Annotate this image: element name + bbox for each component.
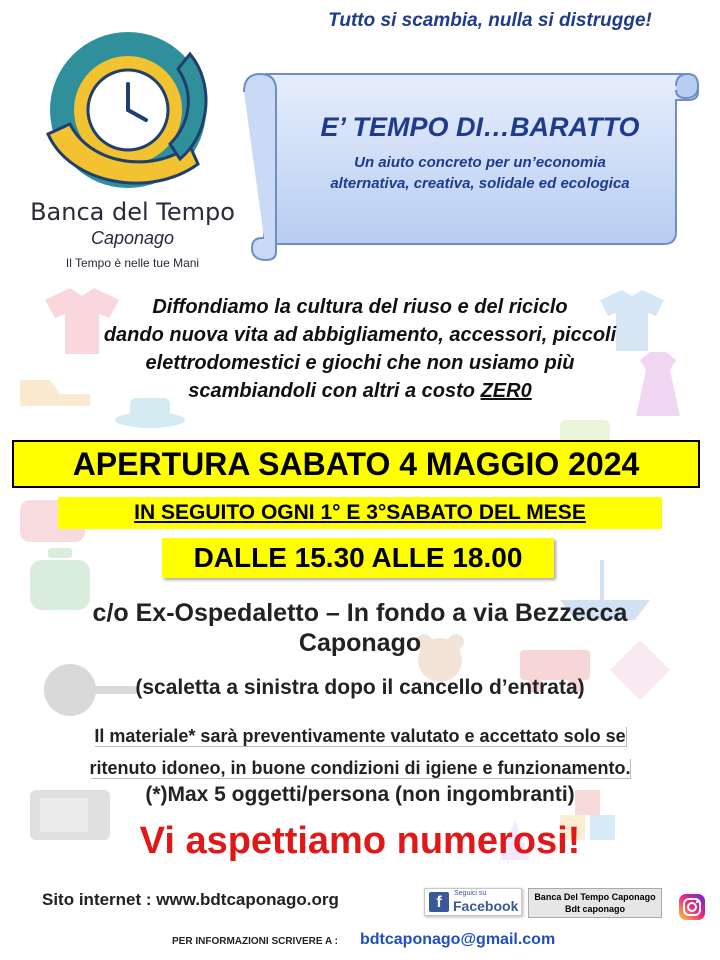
opening-hours: DALLE 15.30 ALLE 18.00 — [162, 538, 554, 578]
tagline: Tutto si scambia, nulla si distrugge! — [328, 10, 652, 31]
intro-line: scambiandoli con altri a costo ZER0 — [188, 380, 532, 402]
logo-name: Banca del Tempo — [30, 198, 235, 226]
rules-text — [30, 720, 690, 784]
facebook-follow-button[interactable] — [424, 888, 522, 916]
address-line2: Caponago — [298, 629, 422, 657]
facebook-follow-small: Seguici su — [454, 890, 487, 897]
intro-paragraph — [40, 293, 680, 405]
website-link[interactable]: Sito internet : www.bdtcaponago.org — [42, 890, 339, 909]
item-limit: (*)Max 5 oggetti/persona (non ingombranti) — [145, 783, 575, 806]
logo-place: Caponago — [90, 228, 175, 248]
recurring-schedule: IN SEGUITO OGNI 1° E 3°SABATO DEL MESE — [58, 497, 662, 529]
address — [40, 598, 680, 658]
contact-email-link[interactable]: bdtcaponago@gmail.com — [360, 931, 556, 948]
banca-del-tempo-logo — [30, 14, 230, 204]
facebook-follow-big: Facebook — [453, 898, 519, 914]
facebook-page-name[interactable]: Banca Del Tempo Caponago Bdt caponago — [528, 888, 662, 918]
banner-subtitle — [275, 152, 685, 194]
intro-line: dando nuova vita ad abbigliamento, accessori, piccoli — [103, 324, 617, 346]
directions: (scaletta a sinistra dopo il cancello d’entrata) — [135, 676, 585, 699]
banner-subtitle-line2: alternativa, creativa, solidale ed ecologica — [330, 175, 630, 192]
address-line1: c/o Ex-Ospedaletto – In fondo a via Bezzecca — [92, 599, 628, 627]
rules-line2: ritenuto idoneo, in buone condizioni di igiene e funzionamento. — [89, 758, 631, 778]
logo-motto: Il Tempo è nelle tue Mani — [65, 256, 200, 270]
zero-emphasis: ZER0 — [480, 380, 532, 402]
banner-subtitle-line1: Un aiuto concreto per un’economia — [354, 154, 606, 171]
closing-message: Vi aspettiamo numerosi! — [139, 820, 581, 862]
intro-line: elettrodomestici e giochi che non usiamo più — [145, 352, 575, 374]
info-label: PER INFORMAZIONI SCRIVERE A : — [172, 936, 338, 947]
facebook-icon: f — [429, 892, 449, 912]
rules-line1: Il materiale* sarà preventivamente valutato e accettato solo se — [94, 726, 626, 746]
intro-line: Diffondiamo la cultura del riuso e del riciclo — [152, 296, 568, 318]
banner-title: E’ TEMPO DI…BARATTO — [320, 112, 640, 142]
opening-date-banner: APERTURA SABATO 4 MAGGIO 2024 — [12, 440, 700, 488]
instagram-icon[interactable] — [679, 894, 705, 920]
